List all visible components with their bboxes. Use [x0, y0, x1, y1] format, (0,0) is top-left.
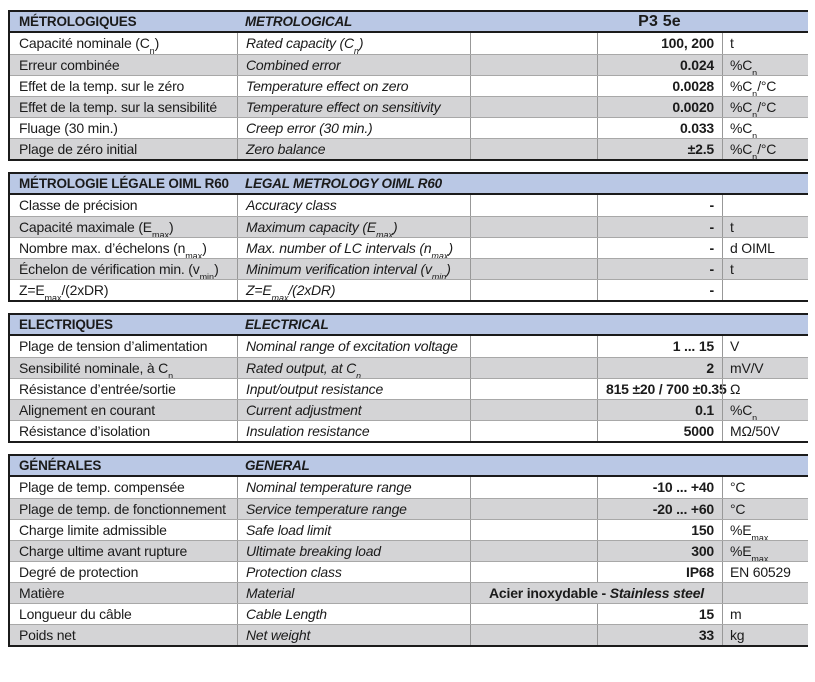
spacer-cell [470, 76, 597, 96]
unit-cell [722, 583, 808, 603]
section-title-fr: MÉTROLOGIQUES [19, 14, 137, 29]
spacer-cell [470, 520, 597, 540]
table-row [10, 399, 808, 420]
table-row [10, 96, 808, 117]
label-en: $Z=E_{max}/(2xDR)$ [237, 280, 470, 300]
value-cell: 33 [597, 625, 722, 645]
spacer-cell [470, 379, 597, 399]
unit-cell: $\%E_{max}$ [722, 520, 808, 540]
label-fr: Effet de la temp. sur le zéro [19, 78, 185, 94]
spacer-cell [470, 358, 597, 378]
table-row [10, 498, 808, 519]
datasheet [8, 10, 808, 647]
value-cell: IP68 [597, 562, 722, 582]
spacer-cell [470, 217, 597, 237]
label-fr: Résistance d’entrée/sortie [19, 381, 176, 397]
label-en: Current adjustment [237, 400, 470, 420]
unit-cell: °C [722, 477, 808, 498]
unit-cell: $\%C_n$ [722, 55, 808, 75]
value-cell: - [597, 217, 722, 237]
label-en: Protection class [237, 562, 470, 582]
label-en: Accuracy class [237, 195, 470, 216]
spacer-cell [470, 400, 597, 420]
label-fr: Plage de temp. compensée [19, 479, 185, 495]
label-fr: Longueur du câble [19, 606, 132, 622]
value-cell: 1 ... 15 [597, 336, 722, 357]
table-row [10, 138, 808, 159]
unit-cell: t [722, 33, 808, 54]
spacer-cell [470, 238, 597, 258]
label-fr: Charge limite admissible [19, 522, 167, 538]
section-title-en: ELECTRICAL [245, 317, 329, 332]
table-row [10, 357, 808, 378]
label-en: Maximum capacity $(E_{max})$ [237, 217, 470, 237]
value-cell: 0.033 [597, 118, 722, 138]
section-header [10, 315, 808, 336]
table-row [10, 33, 808, 54]
label-fr: Plage de zéro initial [19, 141, 137, 157]
value-cell: ±2.5 [597, 139, 722, 159]
label-fr: Résistance d’isolation [19, 423, 151, 439]
spacer-cell [470, 625, 597, 645]
table-row [10, 279, 808, 300]
table-row [10, 603, 808, 624]
section-title-en: LEGAL METROLOGY OIML R60 [245, 176, 442, 191]
value-cell: 0.1 [597, 400, 722, 420]
value-cell: 100, 200 [597, 33, 722, 54]
unit-cell: t [722, 217, 808, 237]
value-cell: -20 ... +60 [597, 499, 722, 519]
label-en: Temperature effect on zero [237, 76, 470, 96]
value-cell-merged: Acier inoxydable - Stainless steel [470, 583, 722, 603]
value-cell: 5000 [597, 421, 722, 441]
spacer-cell [470, 562, 597, 582]
table-row [10, 336, 808, 357]
label-en: Safe load limit [237, 520, 470, 540]
unit-cell [722, 195, 808, 216]
value-cell: - [597, 259, 722, 279]
table-row [10, 237, 808, 258]
unit-cell: °C [722, 499, 808, 519]
unit-cell: Ω [722, 379, 808, 399]
section-title-fr: GÉNÉRALES [19, 458, 102, 473]
label-fr: Nombre max. d’échelons $(n_{max})$ [19, 240, 207, 258]
label-fr: Classe de précision [19, 197, 138, 213]
value-cell: 0.0028 [597, 76, 722, 96]
label-en: Nominal range of excitation voltage [237, 336, 470, 357]
spacer-cell [470, 336, 597, 357]
label-fr: Échelon de vérification min. $(v_{min})$ [19, 261, 219, 279]
unit-cell [722, 280, 808, 300]
table-row [10, 258, 808, 279]
section-title-fr: ELECTRIQUES [19, 317, 113, 332]
table-row [10, 561, 808, 582]
label-en: Zero balance [237, 139, 470, 159]
unit-cell: V [722, 336, 808, 357]
spacer-cell [470, 604, 597, 624]
label-en: Minimum verification interval $(v_{min})$ [237, 259, 470, 279]
label-fr: $Z=E_{max}/(2xDR)$ [19, 282, 109, 300]
unit-cell: MΩ/50V [722, 421, 808, 441]
table-row [10, 117, 808, 138]
table-row [10, 216, 808, 237]
table-row [10, 540, 808, 561]
spacer-cell [470, 421, 597, 441]
spacer-cell [470, 499, 597, 519]
spacer-cell [470, 477, 597, 498]
value-cell: - [597, 280, 722, 300]
label-fr: Capacité nominale $(C_n)$ [19, 35, 160, 54]
spacer-cell [470, 541, 597, 561]
label-en: Combined error [237, 55, 470, 75]
label-en: Rated output, at $C_n$ [237, 358, 470, 378]
label-en: Insulation resistance [237, 421, 470, 441]
section-general [8, 454, 808, 647]
label-en: Nominal temperature range [237, 477, 470, 498]
unit-cell: mV/V [722, 358, 808, 378]
spacer-cell [470, 259, 597, 279]
label-fr: Sensibilité nominale, à $C_n$ [19, 360, 174, 378]
label-en: Material [237, 583, 470, 603]
table-row [10, 624, 808, 645]
label-en: Temperature effect on sensitivity [237, 97, 470, 117]
label-fr: Plage de tension d’alimentation [19, 338, 208, 354]
unit-cell: EN 60529 [722, 562, 808, 582]
label-en: Net weight [237, 625, 470, 645]
label-en: Cable Length [237, 604, 470, 624]
table-row [10, 195, 808, 216]
value-cell: 0.0020 [597, 97, 722, 117]
label-fr: Capacité maximale $(E_{max})$ [19, 219, 174, 237]
section-title-fr: MÉTROLOGIE LÉGALE OIML R60 [19, 176, 229, 191]
section-header [10, 456, 808, 477]
label-fr: Effet de la temp. sur la sensibilité [19, 99, 217, 115]
unit-cell: kg [722, 625, 808, 645]
label-en: Ultimate breaking load [237, 541, 470, 561]
value-cell: 815 ±20 / 700 ±0.35 [597, 379, 722, 399]
value-cell: 2 [597, 358, 722, 378]
label-en: Service temperature range [237, 499, 470, 519]
model-column-header: P3 5e [638, 12, 681, 30]
unit-cell: $\%C_n$ [722, 118, 808, 138]
value-cell: 300 [597, 541, 722, 561]
value-cell: 0.024 [597, 55, 722, 75]
unit-cell: $\%C_n/^\circ C$ [722, 76, 808, 96]
section-header [10, 12, 808, 33]
unit-cell: $\%C_n/^\circ C$ [722, 97, 808, 117]
table-row [10, 75, 808, 96]
value-cell: 150 [597, 520, 722, 540]
value-cell: 15 [597, 604, 722, 624]
unit-cell: t [722, 259, 808, 279]
section-title-en: METROLOGICAL [245, 14, 353, 29]
label-en: Input/output resistance [237, 379, 470, 399]
spacer-cell [470, 33, 597, 54]
table-row [10, 378, 808, 399]
label-en: Max. number of LC intervals $(n_{max})$ [237, 238, 470, 258]
spacer-cell [470, 280, 597, 300]
table-row [10, 477, 808, 498]
section-metrological [8, 10, 808, 161]
label-fr: Alignement en courant [19, 402, 155, 418]
spacer-cell [470, 118, 597, 138]
label-fr: Charge ultime avant rupture [19, 543, 188, 559]
label-fr: Degré de protection [19, 564, 139, 580]
unit-cell: $\%E_{max}$ [722, 541, 808, 561]
table-row [10, 420, 808, 441]
spacer-cell [470, 195, 597, 216]
table-row [10, 519, 808, 540]
unit-cell: $\%C_n/^\circ C$ [722, 139, 808, 159]
unit-cell: d OIML [722, 238, 808, 258]
unit-cell: $\%C_n$ [722, 400, 808, 420]
unit-cell: m [722, 604, 808, 624]
label-en: Creep error (30 min.) [237, 118, 470, 138]
value-cell: -10 ... +40 [597, 477, 722, 498]
table-row-material [10, 582, 808, 603]
section-title-en: GENERAL [245, 458, 310, 473]
spacer-cell [470, 55, 597, 75]
label-fr: Plage de temp. de fonctionnement [19, 501, 226, 517]
table-row [10, 54, 808, 75]
spacer-cell [470, 97, 597, 117]
section-header [10, 174, 808, 195]
section-legal-metrology [8, 172, 808, 302]
section-electrical [8, 313, 808, 443]
label-fr: Poids net [19, 627, 76, 643]
spacer-cell [470, 139, 597, 159]
label-fr: Fluage (30 min.) [19, 120, 118, 136]
label-fr: Matière [19, 585, 65, 601]
value-cell: - [597, 195, 722, 216]
value-cell: - [597, 238, 722, 258]
label-fr: Erreur combinée [19, 57, 120, 73]
label-en: Rated capacity $(C_n)$ [237, 33, 470, 54]
